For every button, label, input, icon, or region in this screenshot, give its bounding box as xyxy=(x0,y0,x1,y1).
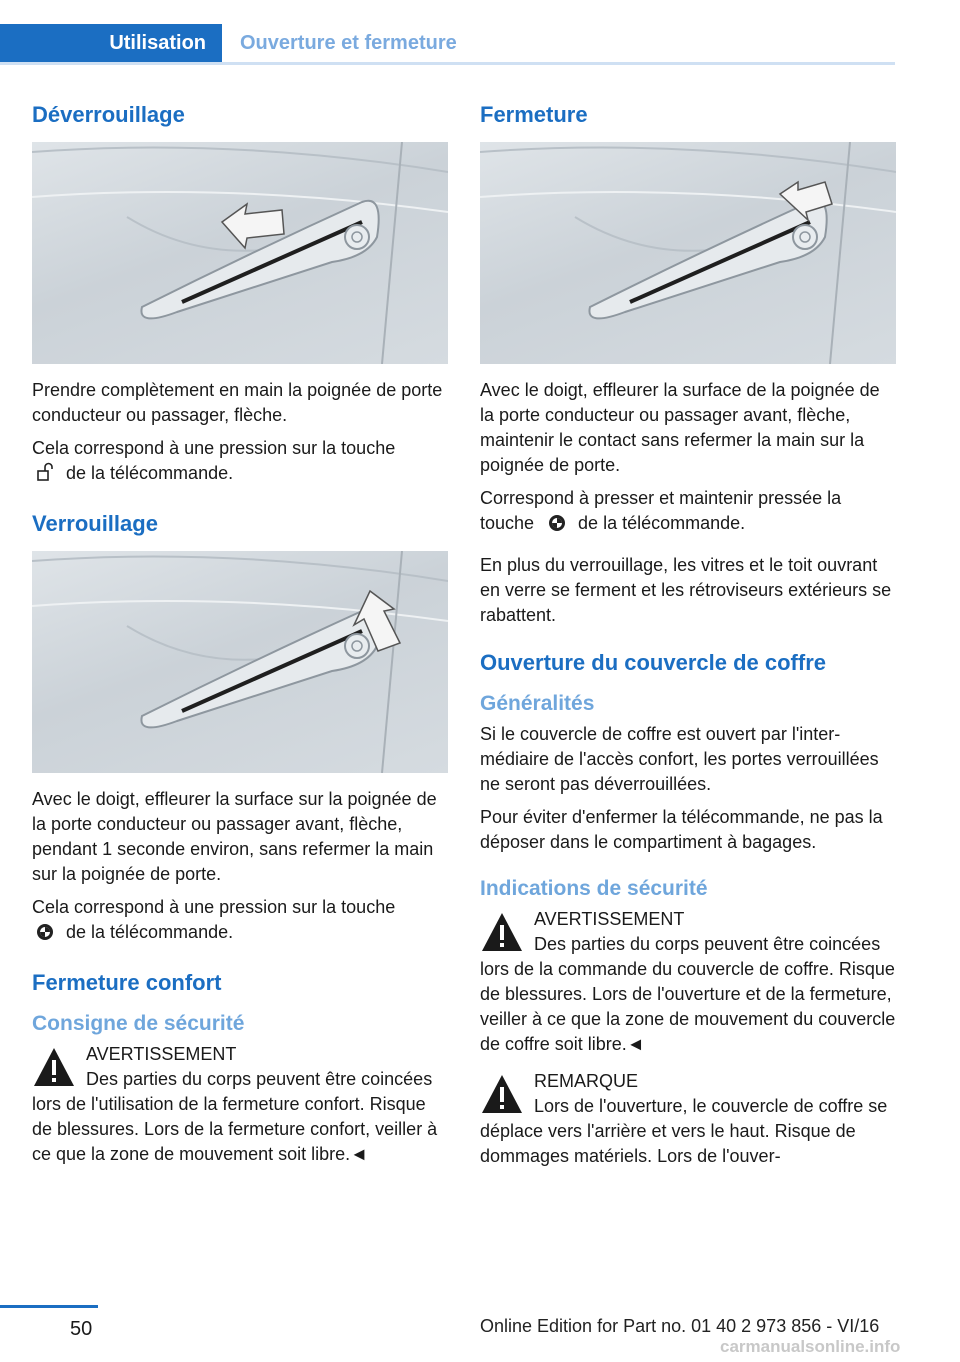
heading-verrouillage: Verrouillage xyxy=(32,511,158,536)
close-equivalence: Correspond à presser et maintenir pressée la touche de la télécommande. xyxy=(480,486,896,539)
heading-fermeture-confort: Fermeture confort xyxy=(32,970,222,995)
heading-deverrouillage: Déverrouillage xyxy=(32,102,185,127)
subheading-indications-securite: Indications de sécurité xyxy=(480,877,708,900)
chapter-tabs xyxy=(0,24,895,65)
warning-title: AVERTISSEMENT xyxy=(86,1044,237,1064)
door-handle-close-figure xyxy=(480,142,896,364)
warning-title: AVERTISSEMENT xyxy=(534,909,685,929)
heading-fermeture: Fermeture xyxy=(480,102,588,127)
general-paragraph-2: Pour éviter d'enfermer la télécommande, ne pas la déposer dans le compartiment à bagages. xyxy=(480,807,883,852)
warning-triangle-icon xyxy=(32,1046,76,1090)
door-handle-lock-figure xyxy=(32,551,448,773)
heading-ouverture-coffre: Ouverture du couvercle de coffre xyxy=(480,650,826,675)
footer-rule xyxy=(0,1305,98,1308)
left-column xyxy=(32,100,448,1167)
warning-text: Des parties du corps peuvent être coincées lors de l'utilisation de la fermeture confort. Risque de blessures. Lors de la fermeture confort, veiller à ce que la zone de mouvement soit libre.◄ xyxy=(32,1069,438,1164)
lock-equivalence: Cela correspond à une pression sur la touche de la télécommande. xyxy=(32,895,448,948)
tab-utilisation[interactable]: Utilisation xyxy=(0,24,222,62)
unlock-icon xyxy=(36,462,54,489)
warning-text: Des parties du corps peuvent être coincées lors de la commande du couvercle de coffre. Risque de blessures. Lors de l'ouverture et de la fermeture, veiller à ce que la zone de mouvement du couvercle de coffre soit libre.◄ xyxy=(480,934,896,1054)
edition-note: Online Edition for Part no. 01 40 2 973 856 - VI/16 xyxy=(480,1316,880,1336)
tab-ouverture-fermeture[interactable]: Ouverture et fermeture xyxy=(240,32,457,54)
warning-comfort-closing xyxy=(32,1042,448,1167)
page-number: 50 xyxy=(70,1318,93,1340)
bmw-roundel-icon xyxy=(548,514,566,539)
close-additional: En plus du verrouillage, les vitres et le toit ouvrant en verre se ferment et les rétroviseurs extérieurs se rabattent. xyxy=(480,555,892,625)
unlock-equivalence: Cela correspond à une pression sur la touche de la télécommande. xyxy=(32,436,448,489)
subheading-consigne-securite: Consigne de sécurité xyxy=(32,1012,245,1035)
warning-triangle-icon xyxy=(480,911,524,955)
notice-trunk xyxy=(480,1069,896,1169)
subheading-generalites: Généralités xyxy=(480,692,595,715)
close-instruction: Avec le doigt, effleurer la surface de la poignée de la porte conducteur ou passager avant, flèche, maintenir le contact sans refermer la main sur la poignée de porte. xyxy=(480,380,880,475)
warning-triangle-icon xyxy=(480,1073,524,1117)
notice-text: Lors de l'ouverture, le couvercle de coffre se déplace vers l'arrière et vers le haut. Risque de dommages matériels. Lors de l'ouver- xyxy=(480,1096,888,1166)
lock-instruction: Avec le doigt, effleurer la surface sur la poignée de la porte conducteur ou passager avant, flèche, pendant 1 seconde environ, sans refermer la main sur la poignée de porte. xyxy=(32,789,437,884)
warning-trunk xyxy=(480,907,896,1057)
bmw-roundel-icon xyxy=(36,923,54,948)
door-handle-unlock-figure xyxy=(32,142,448,364)
watermark: carmanualsonline.info xyxy=(720,1337,901,1356)
unlock-instruction: Prendre complètement en main la poignée de porte conducteur ou passager, flèche. xyxy=(32,380,443,425)
right-column xyxy=(480,100,896,1169)
notice-title: REMARQUE xyxy=(534,1071,639,1091)
general-paragraph-1: Si le couvercle de coffre est ouvert par l'intermédiaire de l'accès confort, les portes verrouillées ne seront pas déverrouillées. xyxy=(480,724,879,794)
